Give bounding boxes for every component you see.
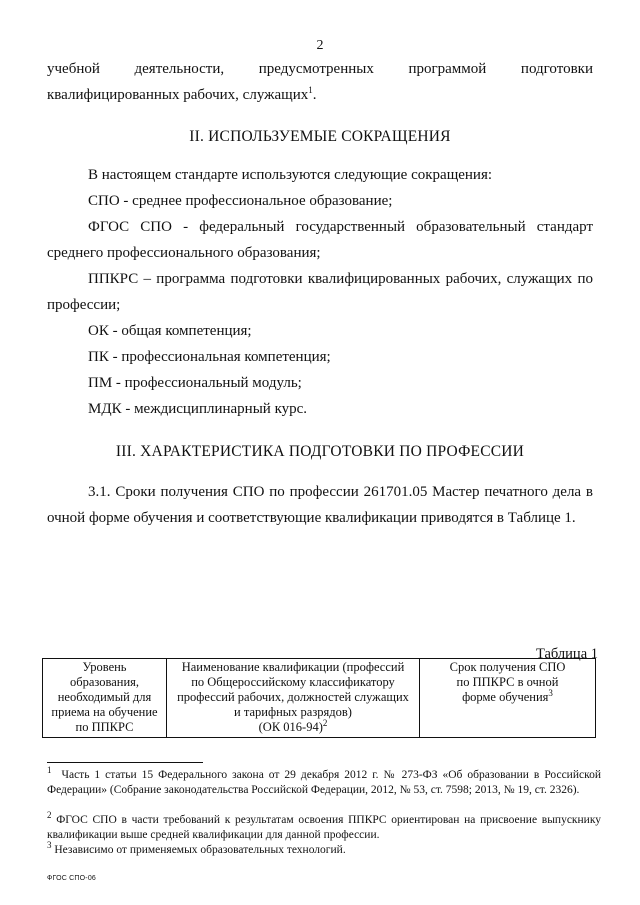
abbr-fgos-line-1: ФГОС СПО - федеральный государственный образовательный стандарт: [88, 219, 593, 235]
table-header-duration: [420, 659, 596, 738]
footnote-2-body: [47, 810, 601, 843]
table-header-qualification-name: [167, 659, 420, 738]
header-line: по Общероссийскому классификатору: [191, 675, 395, 689]
header-line: по ППКРС в очной: [456, 675, 559, 689]
header-line: Уровень: [82, 660, 127, 674]
abbr-ppkrs-line-1: ППКРС – программа подготовки квалифицированных рабочих, служащих по: [88, 271, 593, 287]
footnote-ref-1: 1: [308, 85, 313, 95]
footnote-1: [47, 765, 601, 798]
intro-line-2: [47, 86, 593, 104]
header-line: Срок получения СПО: [449, 660, 566, 674]
header-line-text: (ОК 016-94): [258, 720, 323, 734]
qualification-table: [42, 658, 596, 738]
section-3-para-line-1: 3.1. Сроки получения СПО по профессии 261701.05 Мастер печатного дела в: [88, 484, 593, 500]
section-3-title: III. ХАРАКТЕРИСТИКА ПОДГОТОВКИ ПО ПРОФЕССИИ: [115, 443, 525, 460]
abbr-mdk: МДК - междисциплинарный курс.: [88, 401, 308, 417]
footnote-2-number: 2: [47, 810, 52, 821]
abbr-fgos-line-2: среднего профессионального образования;: [47, 245, 321, 261]
footnote-3-number: 3: [47, 840, 52, 851]
footnote-ref-3: 3: [548, 687, 553, 698]
abbr-ok: ОК - общая компетенция;: [88, 323, 252, 339]
header-line: [171, 717, 415, 735]
table-header-row: [43, 659, 596, 738]
abbr-ppkrs-line-2: профессии;: [47, 297, 121, 313]
footnote-3: [47, 840, 601, 858]
footnote-ref-2: 2: [322, 717, 328, 728]
footnote-1-number: 1: [47, 765, 52, 776]
footnote-divider: [47, 762, 203, 763]
header-line: образования,: [69, 675, 140, 689]
header-line: Наименование квалификации (профессий: [181, 660, 405, 674]
footnote-2: [47, 810, 601, 843]
footnote-3-body: [47, 840, 601, 858]
header-line: по ППКРС: [75, 720, 134, 734]
abbr-spo: СПО - среднее профессиональное образование;: [88, 193, 393, 209]
footnote-3-text: Независимо от применяемых образовательных технологий.: [54, 844, 346, 856]
footnote-1-text: Часть 1 статьи 15 Федерального закона от 29 декабря 2012 г. № 273-ФЗ «Об образовании в Российской Федерации» (Собрание законодательства Российской Федерации, 2012, № 53, ст. 7598; 2013, № 19, ст. 2326).: [47, 769, 601, 796]
header-line: [424, 687, 591, 705]
header-line-text: форме обучения: [462, 690, 549, 704]
table-header-education-level: [43, 659, 167, 738]
document-footer-code: ФГОС СПО-06: [47, 875, 97, 882]
section-2-intro: В настоящем стандарте используются следующие сокращения:: [88, 167, 493, 183]
header-line: и тарифных разрядов): [234, 705, 352, 719]
intro-line-2-text: квалифицированных рабочих, служащих: [47, 87, 309, 103]
footnote-2-text: ФГОС СПО в части требований к результатам освоения ППКРС ориентирован на присвоение выпускнику квалификации выше средней квалификации для данной профессии.: [47, 814, 601, 841]
intro-line-2-end: .: [312, 87, 317, 103]
header-line: приема на обучение: [51, 705, 158, 719]
intro-line-1: учебной деятельности, предусмотренных программой подготовки: [47, 61, 593, 77]
abbr-pm: ПМ - профессиональный модуль;: [88, 375, 302, 391]
footnote-1-body: [47, 765, 601, 798]
table-caption: Таблица 1: [535, 646, 598, 662]
header-line: необходимый для: [57, 690, 152, 704]
abbr-pk: ПК - профессиональная компетенция;: [88, 349, 331, 365]
section-2-title: II. ИСПОЛЬЗУЕМЫЕ СОКРАЩЕНИЯ: [189, 128, 451, 145]
page-number: 2: [316, 38, 324, 53]
section-3-para-line-2: очной форме обучения и соответствующие квалификации приводятся в Таблице 1.: [47, 510, 576, 526]
header-line: профессий рабочих, должностей служащих: [177, 690, 409, 704]
